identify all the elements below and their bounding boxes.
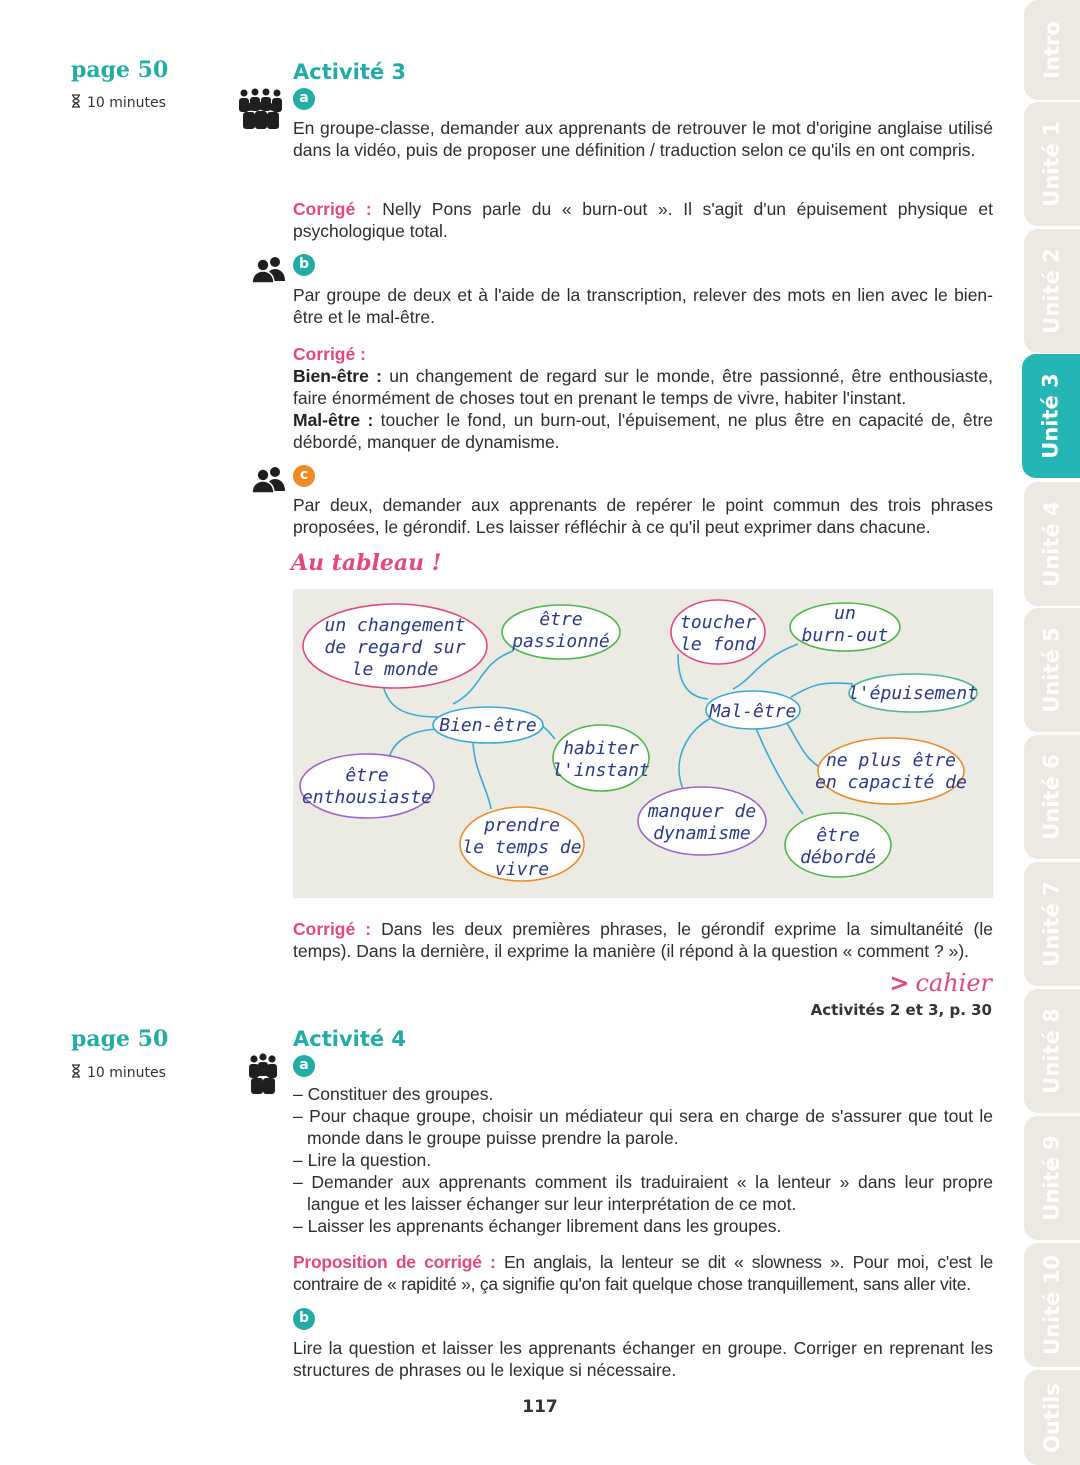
duration: 10 minutes: [71, 1064, 166, 1081]
tab-unite-1[interactable]: Unité 1: [1024, 102, 1080, 226]
part-b-badge: b: [293, 254, 315, 276]
duration: 10 minutes: [71, 94, 166, 111]
node-label: dynamisme: [653, 823, 751, 844]
board-title: Au tableau !: [291, 550, 442, 576]
instruction-c: Par deux, demander aux apprenants de repérer le point commun des trois phrases proposées, le gérondif. Les laisser réfléchir à ce qu'il peut exprimer dans chacune.: [293, 495, 993, 537]
node-label: toucher: [680, 612, 756, 633]
page-reference: page 50: [71, 57, 169, 83]
hourglass-icon: [71, 1064, 81, 1078]
part-a-badge: a: [293, 88, 315, 110]
pair-icon: [252, 256, 286, 283]
page-number: 117: [522, 1397, 558, 1417]
list-item: – Laisser les apprenants échanger librement dans les groupes.: [293, 1216, 782, 1236]
node-label: passionné: [512, 631, 610, 652]
activity-title: Activité 3: [293, 60, 407, 84]
chevron-right-icon: >: [889, 968, 910, 997]
mind-map: [293, 589, 993, 898]
list-item: – Pour chaque groupe, choisir un médiateur qui sera en charge de s'assurer que tout le monde dans le groupe puisse prendre la parole.: [293, 1106, 993, 1148]
instruction-a: En groupe-classe, demander aux apprenants de retrouver le mot d'origine anglaise utilisé dans la vidéo, puis de proposer une définition / traduction selon ce qu'ils en ont compris.: [293, 118, 993, 160]
activity-title: Activité 4: [293, 1027, 407, 1051]
node-label: un changement: [324, 615, 466, 636]
mind-map-board: [293, 589, 993, 898]
list-item: – Lire la question.: [293, 1150, 432, 1170]
group-icon: [246, 1053, 280, 1095]
node-label: le temps de: [462, 837, 582, 858]
node-label: manquer de: [647, 801, 757, 822]
node-label: être: [816, 825, 860, 846]
tab-unite-8[interactable]: Unité 8: [1024, 989, 1080, 1113]
tab-unite-7[interactable]: Unité 7: [1024, 862, 1080, 986]
node-label: un: [834, 603, 856, 624]
instruction-b: Lire la question et laisser les apprenants échanger en groupe. Corriger en reprenant les structures de phrases ou le lexique si nécessaire.: [293, 1338, 993, 1380]
part-b-badge: b: [293, 1308, 315, 1330]
node-label: prendre: [484, 815, 560, 836]
node-label: être: [345, 765, 389, 786]
tab-unite-5[interactable]: Unité 5: [1024, 608, 1080, 732]
bien-etre-center-label: Bien-être: [439, 715, 537, 736]
node-label: en capacité de: [815, 772, 967, 793]
instruction-b: Par groupe de deux et à l'aide de la transcription, relever des mots en lien avec le bien-être et le mal-être.: [293, 285, 993, 327]
cahier-reference: > cahier: [889, 968, 992, 997]
node-label: de regard sur: [324, 637, 466, 658]
answer-b: Corrigé : Bien-être : un changement de regard sur le monde, être passionné, être enthousiaste, faire énormément de choses tout en prenant le temps de vivre, habiter l'instant. Mal-être : toucher le fond, un burn-out, l'épuisement, ne plus être en capacité de, être débordé, manquer de dynamisme.: [293, 344, 994, 452]
node-label: débordé: [800, 847, 876, 868]
list-item: – Constituer des groupes.: [293, 1084, 494, 1104]
part-c-badge: c: [293, 465, 315, 487]
tab-unite-4[interactable]: Unité 4: [1024, 482, 1080, 606]
page-reference: page 50: [71, 1026, 169, 1052]
mal-etre-center-label: Mal-être: [709, 701, 797, 722]
instruction-list: [293, 1083, 993, 1237]
node-etre-enthousiaste: [300, 754, 434, 818]
answer-a: Corrigé : Nelly Pons parle du « burn-out ». Il s'agit d'un épuisement physique et psychologique total.: [293, 199, 993, 241]
hourglass-icon: [71, 94, 81, 108]
proposed-answer: Proposition de corrigé : En anglais, la lenteur se dit « slowness ». Pour moi, c'est le contraire de « rapidité », ça signifie qu'on fait quelque chose tranquillement, sans aller vite.: [293, 1252, 993, 1294]
tab-intro[interactable]: Intro: [1024, 0, 1080, 100]
whole-class-icon: [235, 88, 285, 130]
node-label: être: [539, 609, 583, 630]
cahier-activities: Activités 2 et 3, p. 30: [810, 1001, 992, 1019]
node-label: vivre: [494, 859, 550, 880]
tab-outils[interactable]: Outils: [1024, 1370, 1080, 1465]
node-label: enthousiaste: [301, 787, 433, 808]
node-ne-plus-etre: [818, 738, 964, 804]
node-label: l'instant: [552, 760, 650, 781]
tab-unite-6[interactable]: Unité 6: [1024, 735, 1080, 859]
tab-unite-3[interactable]: Unité 3: [1022, 354, 1080, 478]
part-a-badge: a: [293, 1055, 315, 1077]
node-label: ne plus être: [825, 750, 957, 771]
node-label: habiter: [563, 738, 639, 759]
node-label: le fond: [680, 634, 756, 655]
node-label: burn-out: [801, 625, 889, 646]
tab-unite-2[interactable]: Unité 2: [1024, 229, 1080, 353]
pair-icon: [252, 466, 286, 493]
node-label: le monde: [351, 659, 439, 680]
unit-tabs: [1022, 0, 1080, 1465]
tab-unite-9[interactable]: Unité 9: [1024, 1116, 1080, 1240]
node-label: l'épuisement: [847, 683, 979, 704]
tab-unite-10[interactable]: Unité 10: [1024, 1243, 1080, 1367]
list-item: – Demander aux apprenants comment ils traduiraient « la lenteur » dans leur propre langue et les laisser échanger sur leur interprétation de ce mot.: [293, 1172, 993, 1214]
answer-c: Corrigé : Dans les deux premières phrases, le gérondif exprime la simultanéité (le temps). Dans la dernière, il exprime la manière (il répond à la question « comment ? »).: [293, 919, 993, 961]
